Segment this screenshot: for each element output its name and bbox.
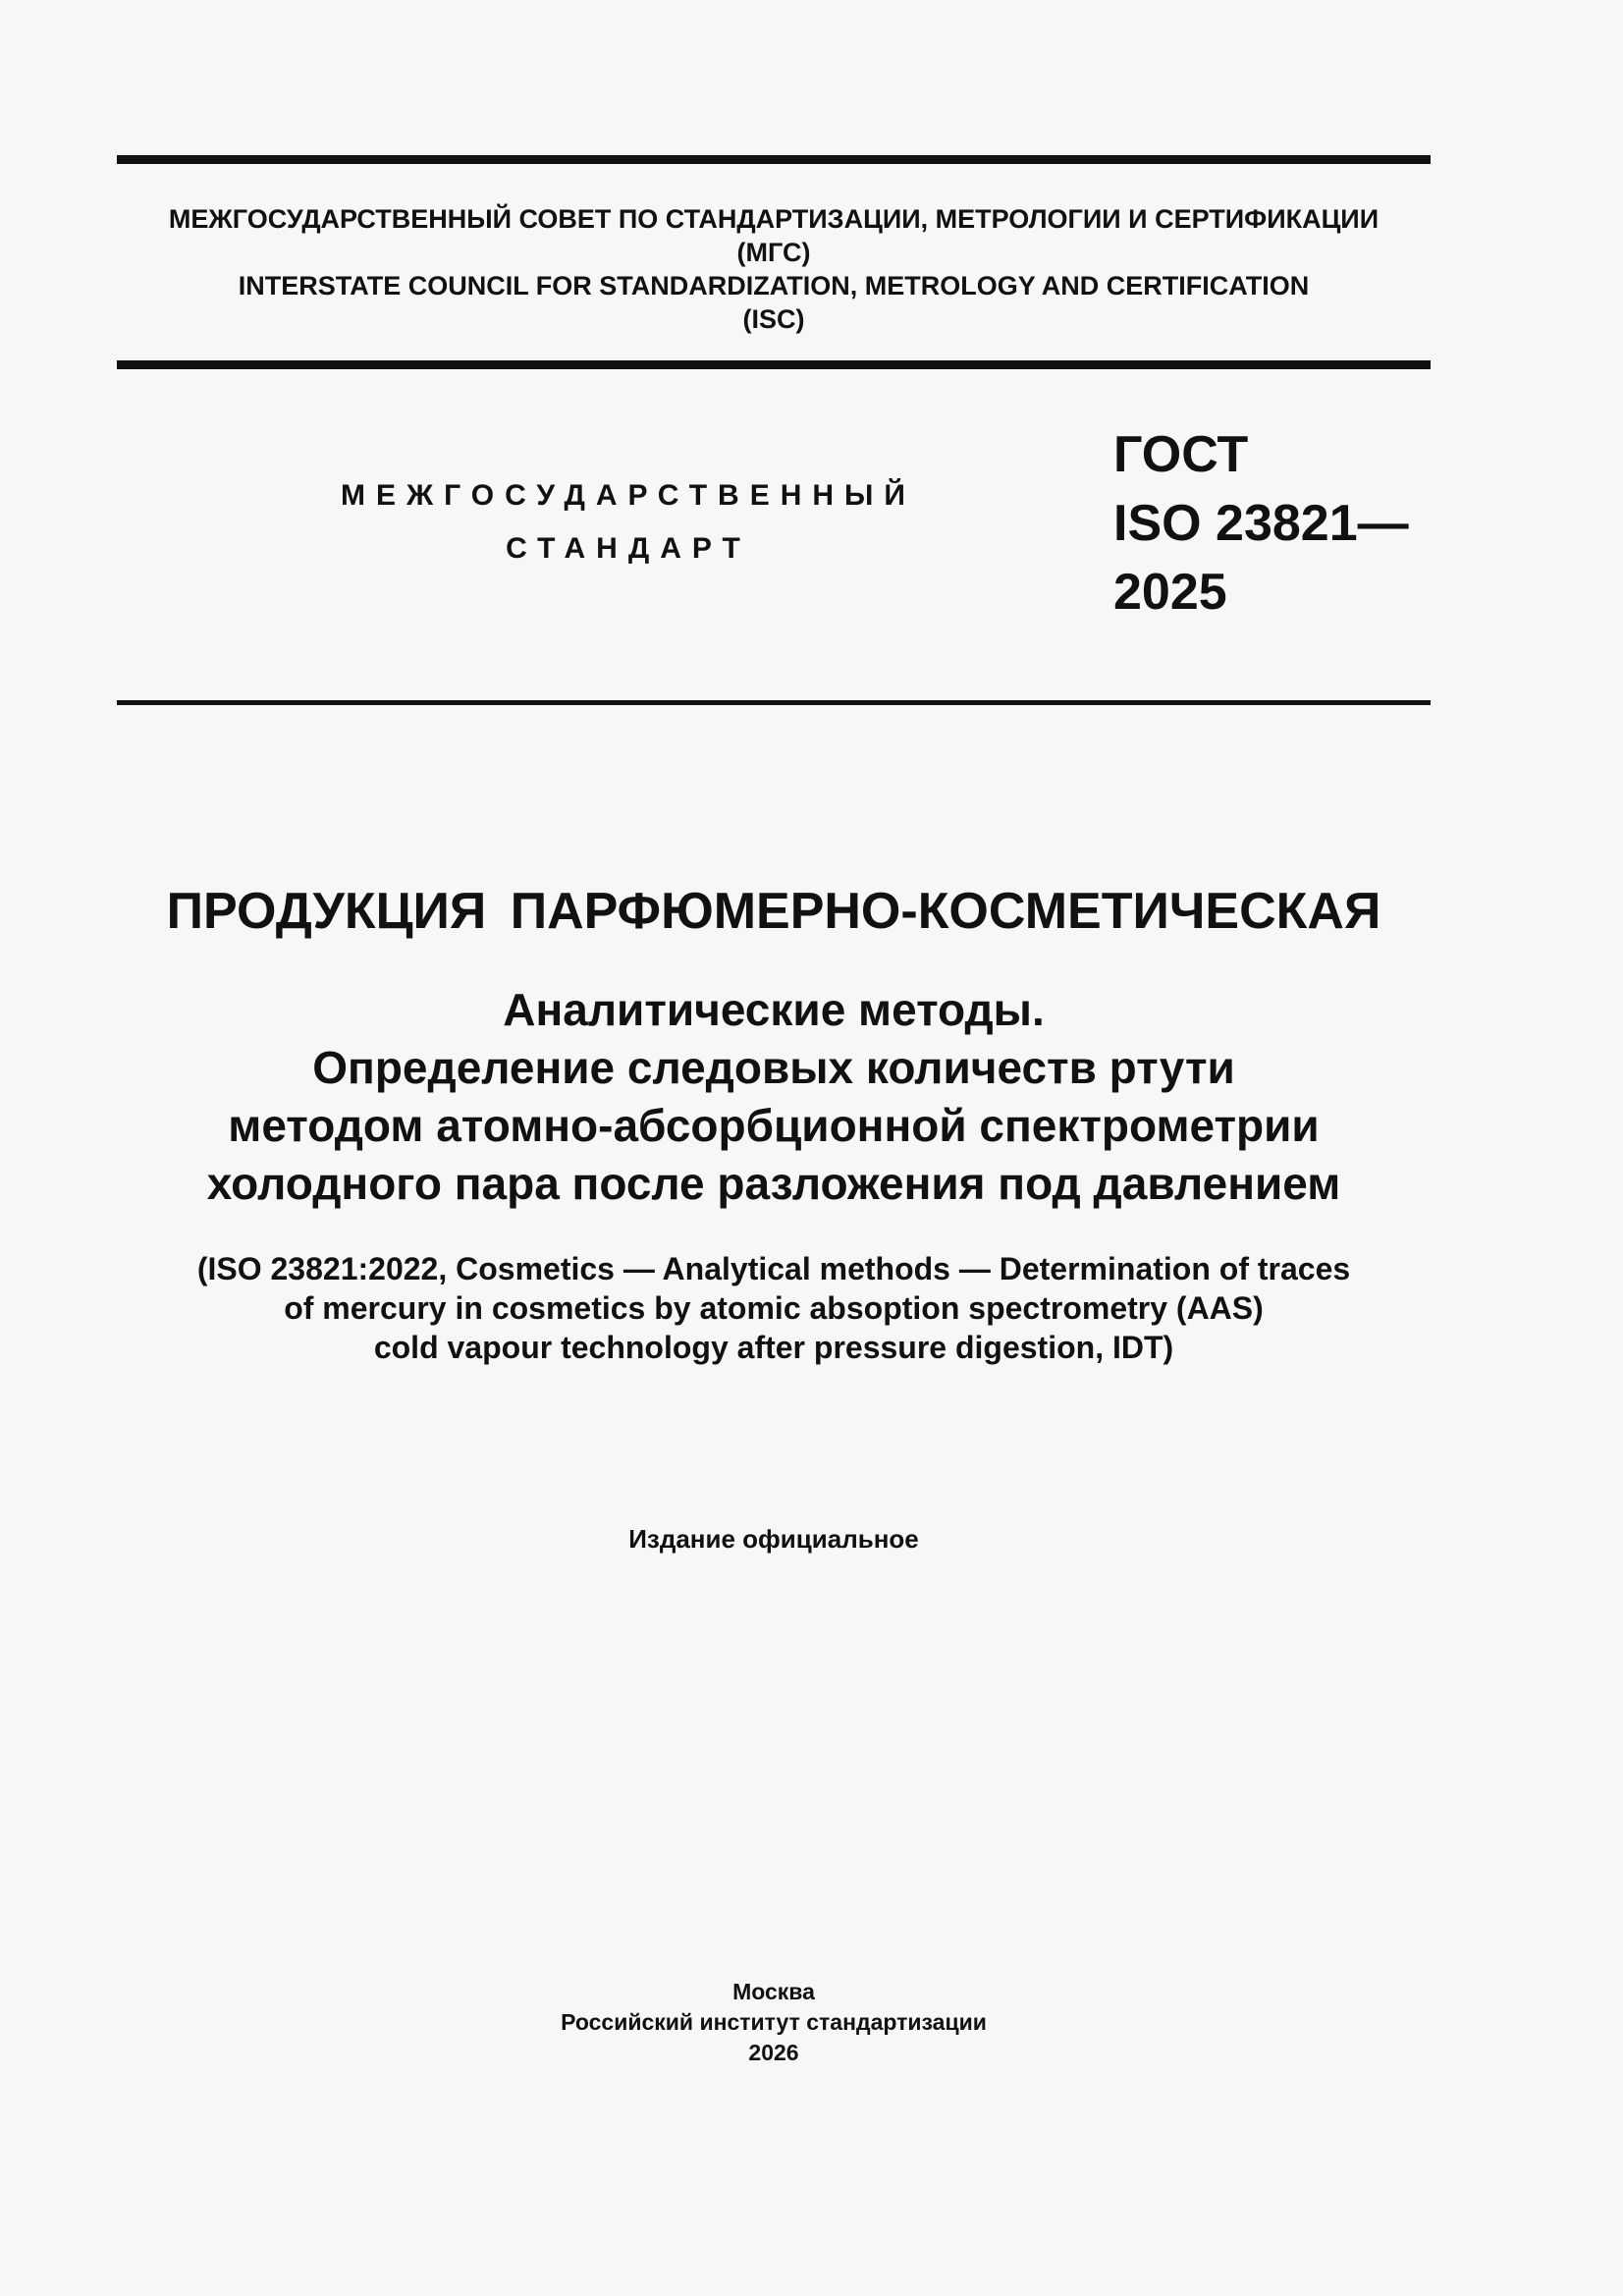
iso-reference (117, 1249, 1431, 1367)
iso-reference-line: of mercury in cosmetics by atomic absoption spectrometry (AAS) (284, 1290, 1264, 1326)
iso-reference-line: cold vapour technology after pressure digestion, IDT) (373, 1330, 1174, 1365)
edition-note: Издание официальное (628, 1524, 919, 1554)
bottom-divider (117, 700, 1431, 705)
designation-line-2: ISO 23821— (1113, 495, 1409, 552)
subtitle-line: Аналитические методы. (503, 984, 1045, 1035)
council-abbr-ru: (МГС) (736, 238, 811, 267)
publication-year: 2026 (748, 2040, 799, 2065)
middle-divider (117, 360, 1431, 369)
standard-type-label (295, 469, 962, 575)
iso-reference-line: (ISO 23821:2022, Cosmetics — Analytical methods — Determination of traces (196, 1251, 1351, 1286)
subtitle-line: методом атомно-абсорбционной спектрометрии (228, 1100, 1320, 1151)
top-divider (117, 155, 1431, 164)
subtitle-line: холодного пара после разложения под давлением (206, 1158, 1341, 1209)
designation-line-1: ГОСТ (1113, 426, 1249, 483)
standard-type-line-1: МЕЖГОСУДАРСТВЕННЫЙ (341, 479, 916, 512)
standard-type-line-2: СТАНДАРТ (506, 532, 751, 565)
publisher-city: Москва (732, 1979, 815, 2004)
council-header (117, 202, 1431, 336)
document-title: ПРОДУКЦИЯ ПАРФЮМЕРНО-КОСМЕТИЧЕСКАЯ (166, 883, 1381, 940)
publisher-block (117, 1977, 1431, 2068)
document-subtitle (117, 981, 1431, 1213)
council-abbr-en: (ISC) (742, 304, 805, 334)
council-name-ru: МЕЖГОСУДАРСТВЕННЫЙ СОВЕТ ПО СТАНДАРТИЗАЦИИ, МЕТРОЛОГИИ И СЕРТИФИКАЦИИ (168, 204, 1380, 234)
standard-designation (1113, 420, 1409, 627)
designation-line-3: 2025 (1113, 564, 1227, 621)
council-name-en: INTERSTATE COUNCIL FOR STANDARDIZATION, METROLOGY AND CERTIFICATION (238, 271, 1310, 301)
subtitle-line: Определение следовых количеств ртути (312, 1042, 1235, 1093)
publisher-institute: Российский институт стандартизации (561, 2009, 987, 2035)
